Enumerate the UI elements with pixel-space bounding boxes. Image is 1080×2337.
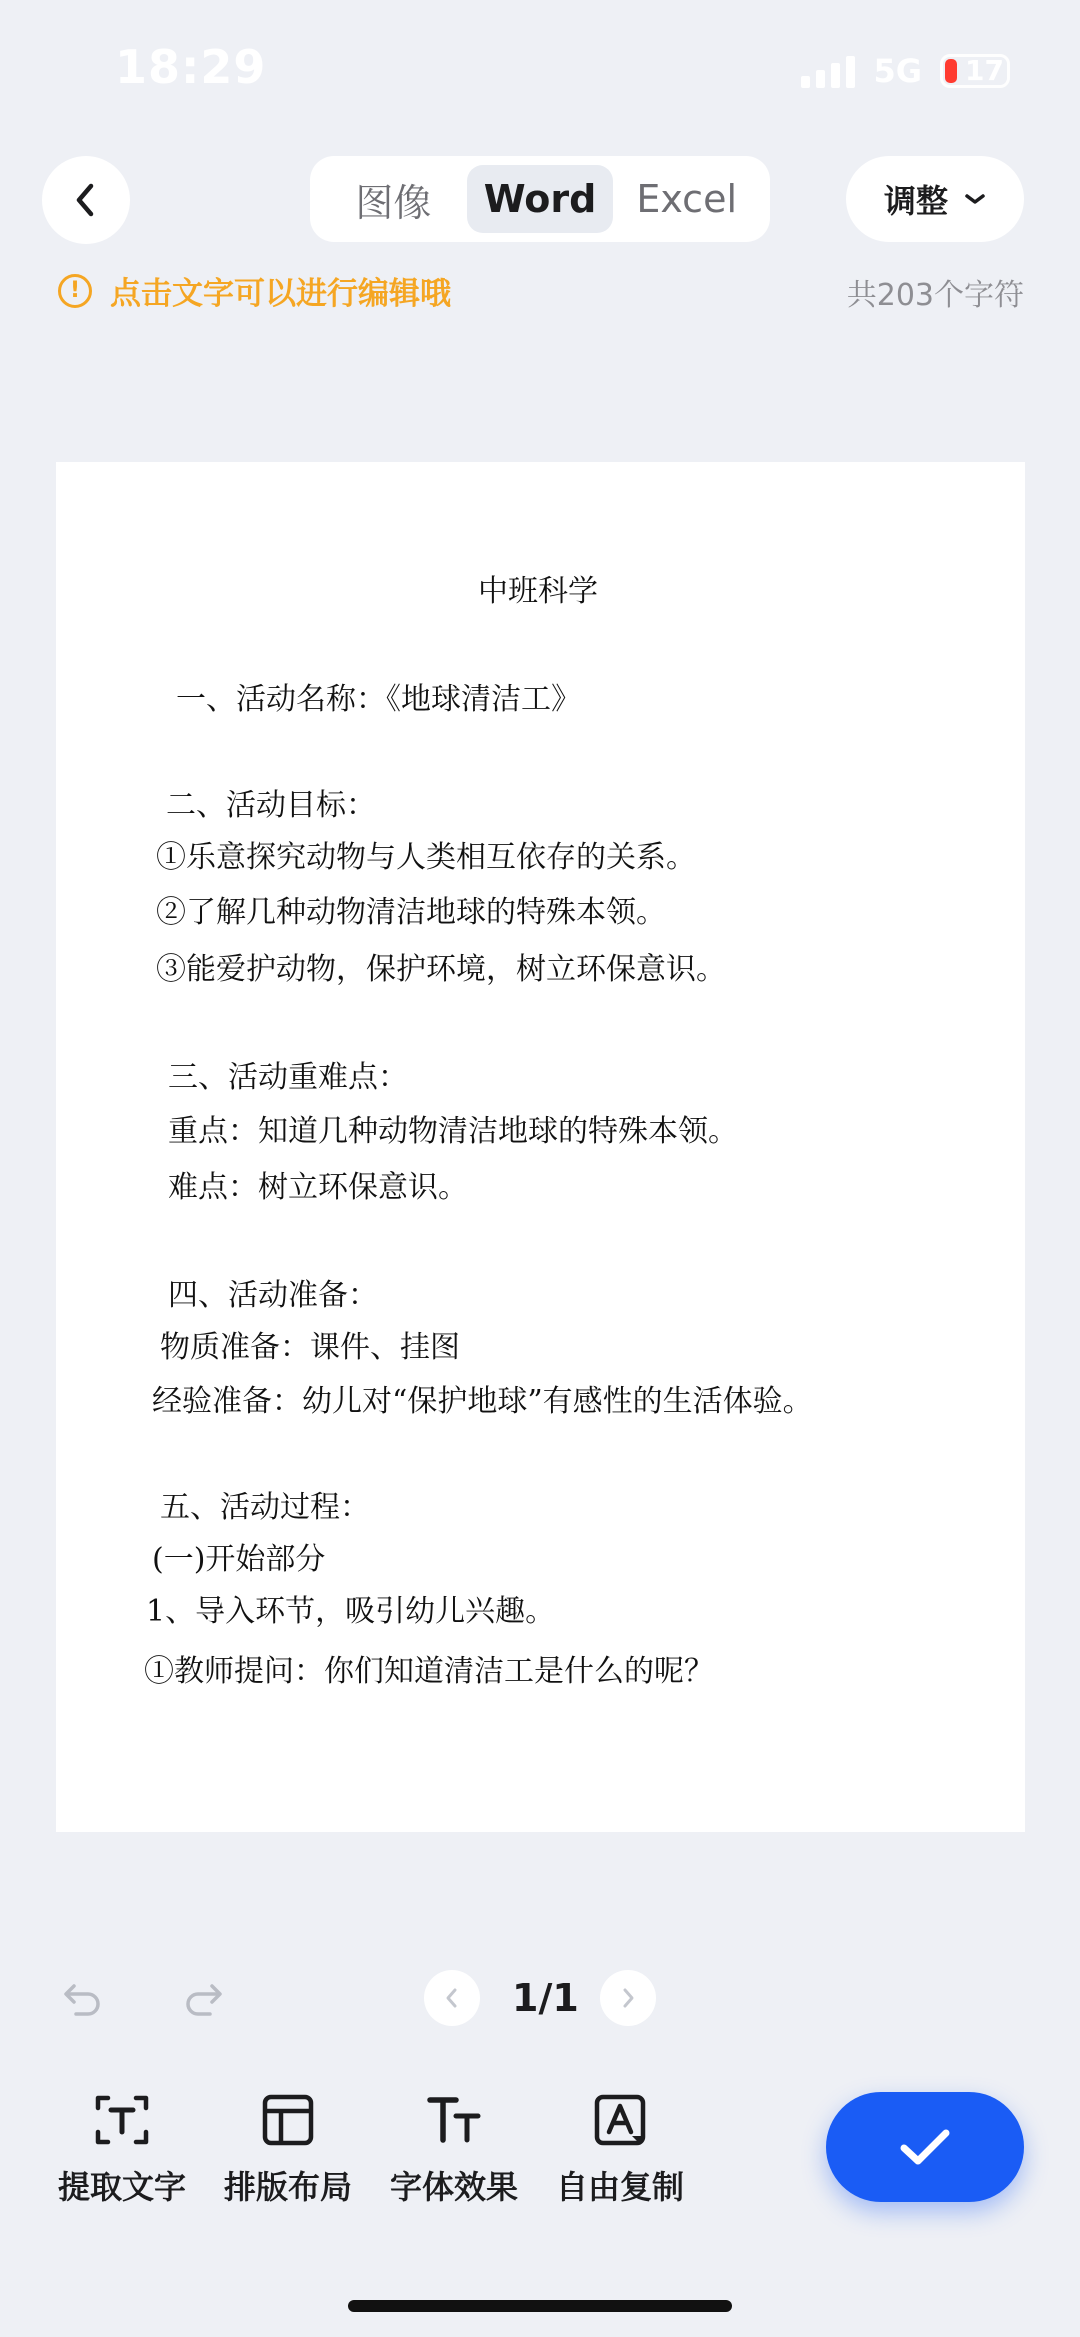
- redo-icon: [180, 1978, 226, 2018]
- edit-hint-text: 点击文字可以进行编辑哦: [110, 276, 451, 312]
- page-indicator: 1/1: [512, 1976, 579, 2020]
- free-copy-label: 自由复制: [555, 2168, 684, 2206]
- back-button[interactable]: [42, 156, 130, 244]
- text-scan-icon: [94, 2092, 150, 2148]
- doc-line[interactable]: 一、活动名称：《地球清洁工》: [176, 682, 581, 717]
- extract-text-label: 提取文字: [57, 2168, 186, 2206]
- free-copy-button[interactable]: [545, 2092, 695, 2208]
- undo-icon: [60, 1978, 106, 2018]
- font-size-icon: [426, 2092, 482, 2148]
- layout-label: 排版布局: [223, 2168, 352, 2206]
- redo-button[interactable]: [180, 1978, 226, 2022]
- layout-icon: [260, 2092, 316, 2148]
- chevron-down-icon: [964, 192, 986, 206]
- copy-text-icon: [592, 2092, 648, 2148]
- doc-line[interactable]: 三、活动重难点：: [168, 1060, 408, 1095]
- network-type: 5G: [873, 52, 922, 90]
- document-page[interactable]: [56, 462, 1025, 1832]
- chevron-left-icon: [71, 182, 101, 218]
- doc-line[interactable]: 经验准备：幼儿对“保护地球”有感性的生活体验。: [152, 1384, 813, 1419]
- doc-line[interactable]: 四、活动准备：: [168, 1278, 378, 1313]
- doc-line[interactable]: ①乐意探究动物与人类相互依存的关系。: [156, 840, 696, 875]
- battery-icon: [940, 54, 1010, 88]
- tab-excel[interactable]: Excel: [636, 177, 738, 221]
- edit-hint: [58, 268, 451, 313]
- font-effect-label: 字体效果: [389, 2168, 518, 2206]
- undo-button[interactable]: [60, 1978, 106, 2022]
- doc-line[interactable]: 二、活动目标：: [166, 788, 376, 823]
- adjust-label: 调整: [883, 182, 948, 220]
- doc-line[interactable]: 五、活动过程：: [160, 1490, 370, 1525]
- chevron-right-icon: [620, 1987, 636, 2009]
- view-mode-switch: [310, 156, 770, 242]
- doc-line[interactable]: (一)开始部分: [152, 1542, 326, 1577]
- next-page-button[interactable]: [600, 1970, 656, 2026]
- doc-line[interactable]: ②了解几种动物清洁地球的特殊本领。: [156, 895, 666, 930]
- layout-button[interactable]: [213, 2092, 363, 2208]
- doc-line[interactable]: ③能爱护动物，保护环境，树立环保意识。: [156, 952, 726, 987]
- confirm-button[interactable]: [826, 2092, 1024, 2202]
- font-effect-button[interactable]: [379, 2092, 529, 2208]
- character-count: 共203个字符: [846, 278, 1024, 313]
- doc-line[interactable]: 重点：知道几种动物清洁地球的特殊本领。: [168, 1114, 738, 1149]
- home-indicator: [348, 2300, 732, 2312]
- status-icons: [801, 52, 1010, 90]
- status-time: 18:29: [115, 40, 267, 94]
- previous-page-button[interactable]: [424, 1970, 480, 2026]
- info-icon: !: [58, 274, 92, 308]
- signal-icon: [801, 54, 855, 88]
- doc-line[interactable]: 难点：树立环保意识。: [168, 1170, 468, 1205]
- doc-line[interactable]: ①教师提问：你们知道清洁工是什么的呢？: [144, 1654, 714, 1689]
- tab-word[interactable]: Word: [467, 165, 614, 233]
- doc-line[interactable]: 物质准备：课件、挂图: [160, 1330, 460, 1365]
- tab-image[interactable]: 图像: [355, 180, 432, 225]
- doc-line[interactable]: 中班科学: [478, 574, 598, 609]
- extract-text-button[interactable]: [47, 2092, 197, 2208]
- battery-level: 17: [965, 54, 1004, 87]
- checkmark-icon: [898, 2126, 952, 2168]
- chevron-left-icon: [444, 1987, 460, 2009]
- adjust-button[interactable]: [846, 156, 1024, 242]
- doc-line[interactable]: 1、导入环节，吸引幼儿兴趣。: [146, 1594, 556, 1629]
